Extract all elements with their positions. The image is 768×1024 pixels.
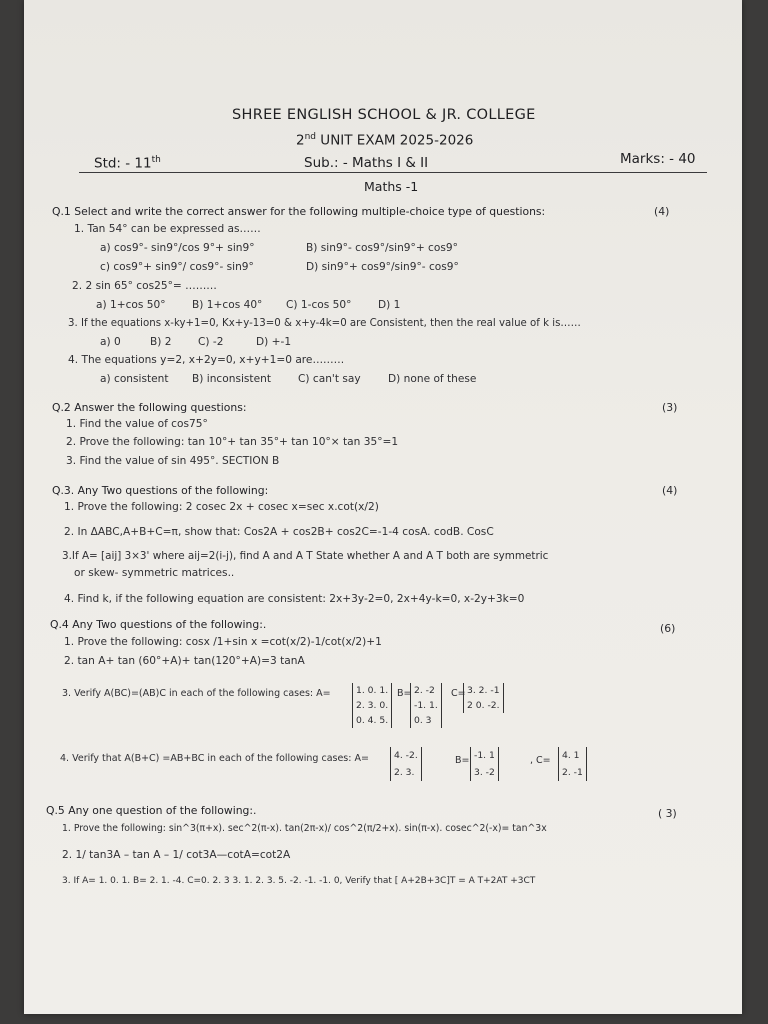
q1-4-option-c: C) can't say (298, 373, 361, 385)
q4-3-c-label: C= (451, 688, 466, 699)
exam-paper (24, 0, 742, 1014)
q4-marks: (6) (660, 622, 676, 635)
q2-marks: (3) (662, 401, 678, 414)
matrix-row: 4. 1 (562, 750, 580, 761)
q4-item-4: 4. Verify that A(B+C) =AB+BC in each of the following cases: A= (60, 753, 369, 764)
q3-item-1: 1. Prove the following: 2 cosec 2x + cosec x=sec x.cot(x/2) (64, 501, 379, 513)
q1-option-a: a) cos9°- sin9°/cos 9°+ sin9° (100, 242, 255, 254)
q1-option-c: c) cos9°+ sin9°/ cos9°- sin9° (100, 261, 254, 273)
q1-option-b: B) sin9°- cos9°/sin9°+ cos9° (306, 242, 458, 254)
exam-number-suffix: nd (304, 132, 317, 142)
q4-4-b-label: B= (455, 755, 470, 766)
q4-3-matrix-b (410, 683, 442, 728)
q1-2-option-d: D) 1 (378, 299, 401, 311)
matrix-row: 2. 3. 0. (356, 700, 389, 711)
matrix-row: 1. 0. 1. (356, 685, 389, 696)
total-marks: Marks: - 40 (620, 151, 696, 167)
exam-title (296, 132, 473, 149)
exam-number: 2 (296, 132, 305, 149)
q5-item-2: 2. 1/ tan3A – tan A – 1/ cot3A—cotA=cot2A (62, 849, 291, 861)
q4-3-b-label: B= (397, 688, 412, 699)
q4-item-1: 1. Prove the following: cosx /1+sin x =cot(x/2)-1/cot(x/2)+1 (64, 636, 382, 648)
exam-title-rest: UNIT EXAM 2025-2026 (316, 132, 474, 149)
q3-item-2: 2. In ΔABC,A+B+C=π, show that: Cos2A + cos2B+ cos2C=-1-4 cosA. codB. CosC (64, 526, 494, 538)
q5-heading: Q.5 Any one question of the following:. (46, 804, 257, 817)
q4-3-matrix-a (352, 683, 392, 728)
q4-item-2: 2. tan A+ tan (60°+A)+ tan(120°+A)=3 tanA (64, 655, 305, 667)
q4-item-3: 3. Verify A(BC)=(AB)C in each of the following cases: A= (62, 688, 331, 699)
standard-text: Std: - 11 (94, 155, 152, 172)
matrix-row: 2. -2 (414, 685, 435, 696)
q4-4-matrix-a (390, 747, 422, 781)
matrix-row: 0. 3 (414, 715, 432, 726)
header-divider (79, 172, 707, 173)
subject-label: Sub.: - Maths I & II (304, 155, 429, 171)
q1-3-option-d: D) +-1 (256, 336, 292, 348)
matrix-row: 0. 4. 5. (356, 715, 389, 726)
q1-marks: (4) (654, 205, 670, 218)
q1-item-2: 2. 2 sin 65° cos25°= ……… (72, 280, 217, 292)
q1-3-option-a: a) 0 (100, 336, 121, 348)
q4-3-matrix-c (463, 683, 504, 713)
q1-3-option-b: B) 2 (150, 336, 172, 348)
matrix-row: 3. -2 (474, 767, 495, 778)
matrix-row: 4. -2. (394, 750, 418, 761)
standard-suffix: th (151, 155, 161, 165)
matrix-row: -1. 1. (414, 700, 438, 711)
q4-4-matrix-b (470, 747, 499, 781)
q4-heading: Q.4 Any Two questions of the following:. (50, 618, 267, 631)
q3-item-4: 4. Find k, if the following equation are consistent: 2x+3y-2=0, 2x+4y-k=0, x-2y+3k=0 (64, 593, 525, 605)
q3-item-3-cont: or skew- symmetric matrices.. (74, 567, 235, 579)
matrix-row: 2. -1 (562, 767, 583, 778)
q2-item-3: 3. Find the value of sin 495°. SECTION B (66, 455, 280, 467)
q4-4-c-label: , C= (530, 755, 551, 766)
matrix-row: 3. 2. -1 (467, 685, 500, 696)
standard-label (94, 155, 161, 172)
q1-item-1: 1. Tan 54° can be expressed as…… (74, 223, 261, 235)
q1-4-option-d: D) none of these (388, 373, 477, 385)
q1-heading: Q.1 Select and write the correct answer for the following multiple-choice type of questions: (52, 205, 546, 218)
q1-2-option-a: a) 1+cos 50° (96, 299, 166, 311)
paper-title: Maths -1 (364, 179, 419, 194)
q3-item-3: 3.If A= [aij] 3×3' where aij=2(i-j), find A and A T State whether A and A T both are symmetric (62, 550, 549, 562)
q1-2-option-b: B) 1+cos 40° (192, 299, 263, 311)
q1-item-4: 4. The equations y=2, x+2y=0, x+y+1=0 are……… (68, 354, 345, 366)
q4-4-matrix-c (558, 747, 587, 781)
q2-heading: Q.2 Answer the following questions: (52, 401, 247, 414)
q1-2-option-c: C) 1-cos 50° (286, 299, 352, 311)
q1-option-d: D) sin9°+ cos9°/sin9°- cos9° (306, 261, 459, 273)
q1-4-option-a: a) consistent (100, 373, 169, 385)
q5-item-3: 3. If A= 1. 0. 1. B= 2. 1. -4. C=0. 2. 3 3. 1. 2. 3. 5. -2. -1. -1. 0, Verify that [ A+2B+3C]T = A T+2AT +3CT (62, 876, 536, 886)
q1-3-option-c: C) -2 (198, 336, 224, 348)
matrix-row: 2. 3. (394, 767, 415, 778)
q1-item-3: 3. If the equations x-ky+1=0, Kx+y-13=0 & x+y-4k=0 are Consistent, then the real value of k is…… (68, 318, 581, 329)
matrix-row: 2 0. -2. (467, 700, 500, 711)
q5-marks: ( 3) (658, 807, 677, 820)
q3-marks: (4) (662, 484, 678, 497)
matrix-row: -1. 1 (474, 750, 495, 761)
school-name: SHREE ENGLISH SCHOOL & JR. COLLEGE (232, 107, 536, 123)
q1-4-option-b: B) inconsistent (192, 373, 271, 385)
q5-item-1: 1. Prove the following: sin^3(π+x). sec^2(π-x). tan(2π-x)/ cos^2(π/2+x). sin(π-x). cosec^2(-x)= tan^3x (62, 823, 547, 834)
q2-item-1: 1. Find the value of cos75° (66, 418, 208, 430)
q3-heading: Q.3. Any Two questions of the following: (52, 484, 269, 497)
q2-item-2: 2. Prove the following: tan 10°+ tan 35°+ tan 10°× tan 35°=1 (66, 436, 399, 448)
